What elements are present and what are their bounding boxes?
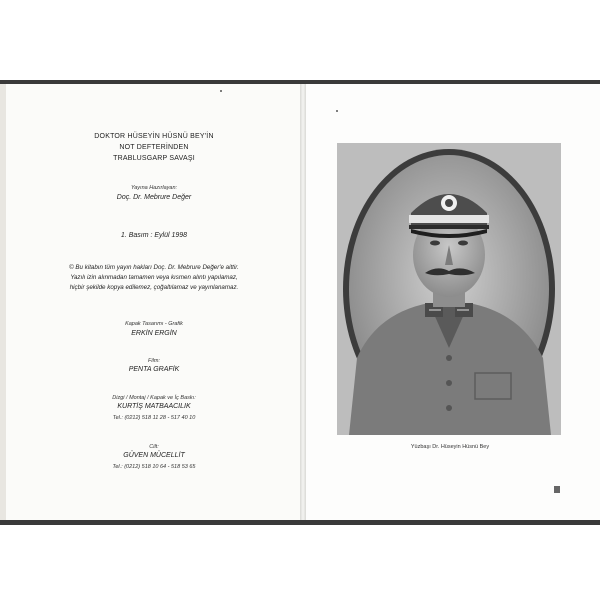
book-title	[6, 131, 302, 164]
binding-name: GÜVEN MÜCELLİT	[123, 452, 185, 459]
speck	[336, 110, 338, 112]
film-name: PENTA GRAFİK	[128, 366, 180, 373]
copyright-line: hiçbir şekilde kopya edilemez, çoğaltılamaz ve yayınlanamaz.	[69, 284, 239, 291]
print-name: KURTİŞ MATBAACILIK	[117, 403, 191, 410]
speck	[220, 90, 222, 92]
copyright-notice	[6, 263, 302, 293]
title-line: NOT DEFTERİNDEN	[119, 144, 189, 151]
photo-caption: Yüzbaşı Dr. Hüseyin Hüsnü Bey	[410, 444, 490, 450]
copyright-line: © Bu kitabın tüm yayın hakları Doç. Dr. Mebrure Değer'e aittir.	[69, 264, 239, 271]
binding-label: Cilt:	[149, 444, 159, 450]
binding-phone: Tel.: (0212) 518 10 64 - 518 53 65	[112, 464, 196, 470]
portrait-photo	[337, 143, 561, 435]
title-line: TRABLUSGARP SAVAŞI	[113, 155, 195, 162]
film-label: Film:	[148, 358, 160, 364]
print-label: Dizgi / Montaj / Kapak ve İç Baskı:	[112, 395, 196, 401]
edition-info: 1. Basım : Eylül 1998	[120, 232, 188, 239]
portrait-illustration	[337, 143, 561, 435]
print-phone: Tel.: (0212) 518 11 28 - 517 40 10	[112, 415, 196, 421]
prepared-by-name: Doç. Dr. Mebrure Değer	[116, 194, 192, 201]
title-line: DOKTOR HÜSEYİN HÜSNÜ BEY'İN	[94, 133, 214, 140]
cover-design-name: ERKİN ERGİN	[131, 330, 177, 337]
page-marker	[554, 486, 560, 493]
prepared-by-label: Yayına Hazırlayan:	[130, 185, 178, 191]
copyright-line: Yazılı izin alınmadan tamamen veya kısmen alıntı yapılamaz,	[70, 274, 238, 281]
cover-design-label: Kapak Tasarımı - Grafik	[125, 321, 183, 327]
